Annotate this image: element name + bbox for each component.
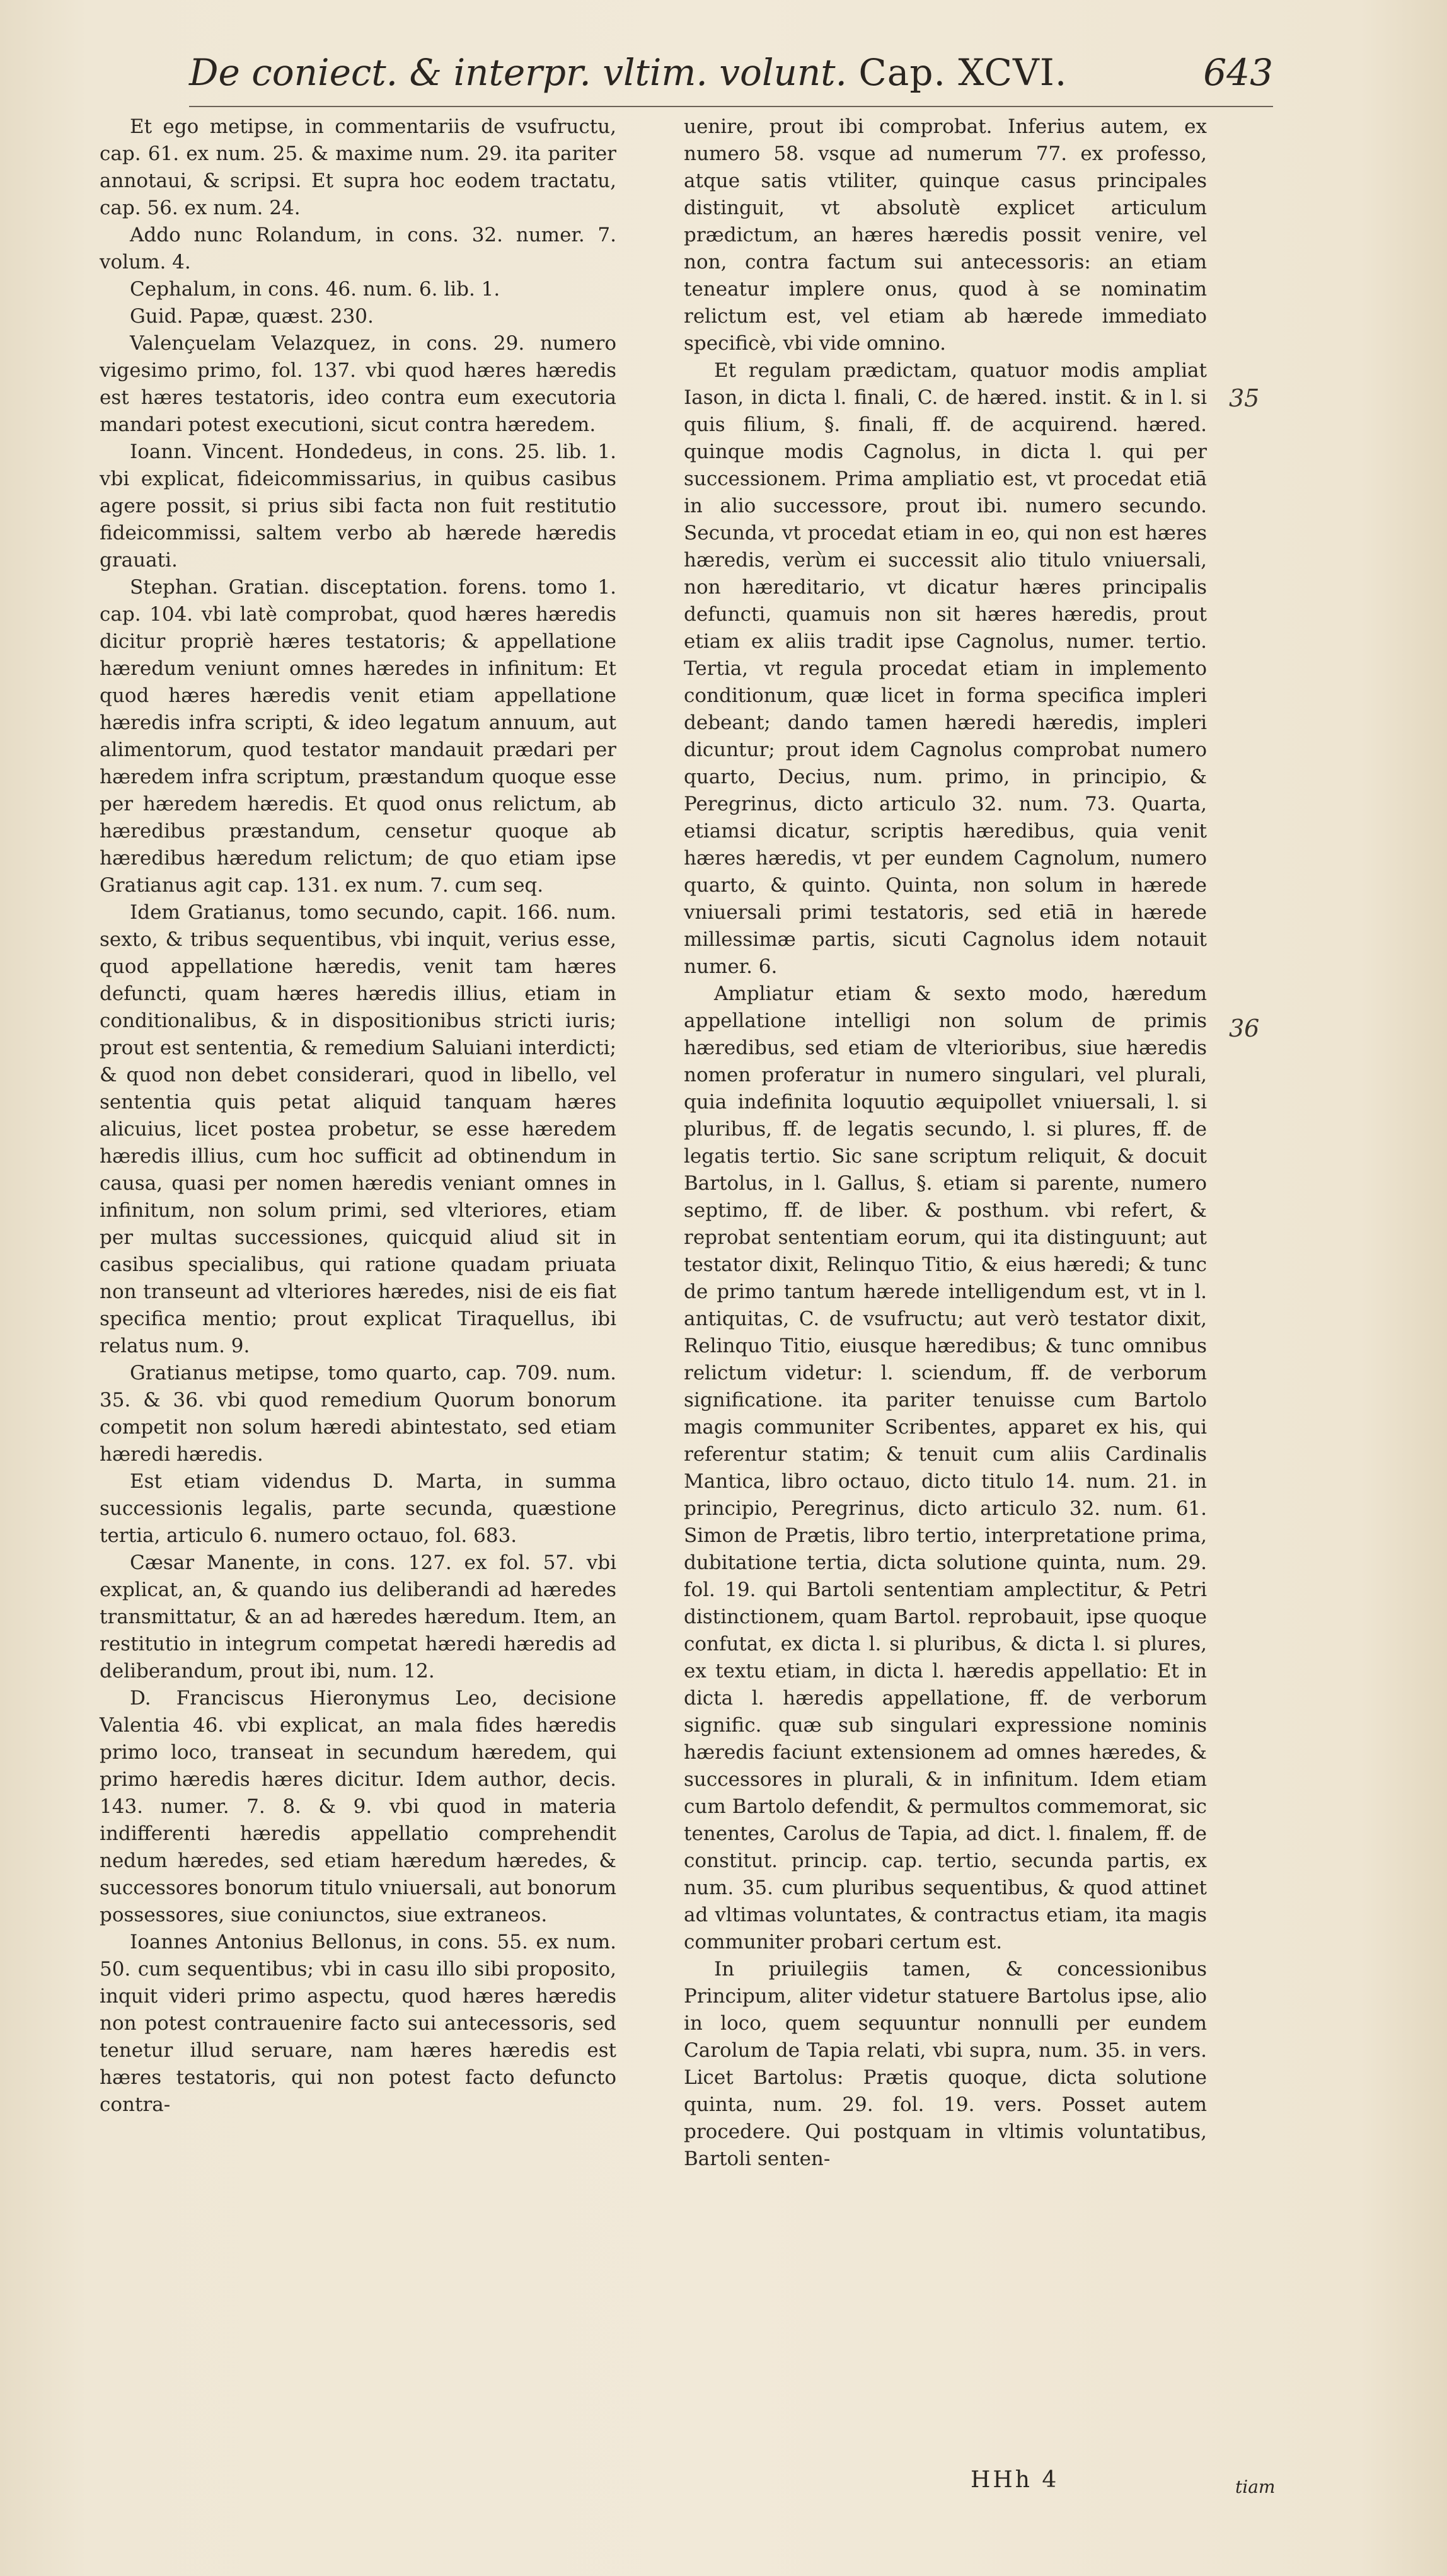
- paragraph: Ampliatur etiam & sexto modo, hæredum appellatione intelligi non solum de primis hæredibus, sed etiam de vlterioribus, siue hæredis nomen proferatur in numero singulari, vel plurali, quia indefinita loquutio æquipollet vniuersali, l. si pluribus, ff. de legatis secundo, l. si plures, ff. de legatis tertio. Sic sane scriptum reliquit, & docuit Bartolus, in l. Gallus, §. etiam si parente, numero septimo, ff. de liber. & posthum. vbi refert, & reprobat sententiam eorum, qui ita distinguunt; aut testator dixit, Relinquo Titio, & eius hæredi; & tunc de primo tantum hærede intelligendum est, vt in l. antiquitas, C. de vsufructu; aut verò testator dixit, Relinquo Titio, eiusque hæredibus; & tunc omnibus relictum videtur: l. sciendum, ff. de verborum significatione. ita pariter tenuisse cum Bartolo magis communiter Scribentes, apparet ex his, qui referentur statim; & tenuit cum aliis Cardinalis Mantica, libro octauo, dicto titulo 14. num. 21. in principio, Peregrinus, dicto articulo 32. num. 61. Simon de Prætis, libro tertio, interpretatione prima, dubitatione tertia, dicta solutione quinta, num. 29. fol. 19. qui Bartoli sententiam amplectitur, & Petri distinctionem, quam Bartol. reprobauit, ipse quoque confutat, ex dicta l. si pluribus, & dicta l. si plures, ex textu etiam, in dicta l. hæredis appellatio: Et in dicta l. hæredis appellatione, ff. de verborum signific. quæ sub singulari expressione nominis hæredis faciunt extensionem ad omnes hæredes, & successores in plurali, & in infinitum. Idem etiam cum Bartolo defendit, & permultos commemorat, sic tenentes, Carolus de Tapia, ad dict. l. finalem, ff. de constitut. princip. cap. tertio, secunda partis, ex num. 35. cum pluribus sequentibus, & quod attinet ad vltimas voluntates, & contractus etiam, ita magis communiter probari certum est.: [684, 982, 1207, 1953]
- signature-mark: HHh 4: [971, 2467, 1059, 2493]
- paragraph: uenire, prout ibi comprobat. Inferius autem, ex numero 58. vsque ad numerum 77. ex professo, atque satis vtiliter, quinque casus principales distinguit, vt absolutè explicet articulum prædictum, an hæres hæredis possit venire, vel non, contra factum sui antecessoris: an etiam teneatur implere onus, quod à se nominatim relictum est, vel etiam ab hærede immediato specificè, vbi vide omnino.: [684, 115, 1207, 355]
- page-number: 643: [1203, 51, 1273, 94]
- paragraph: Et ego metipse, in commentariis de vsufructu, cap. 61. ex num. 25. & maxime num. 29. ita pariter annotaui, & scripsi. Et supra hoc eodem tractatu, cap. 56. ex num. 24.: [100, 115, 616, 219]
- paragraph: Et regulam prædictam, quatuor modis ampliat Iason, in dicta l. finali, C. de hæred. instit. & in l. si quis filium, §. finali, ff. de acquirend. hæred. quinque modis Cagnolus, in dicta l. qui per successionem. Prima ampliatio est, vt procedat etiā in alio successore, prout ibi. numero secundo. Secunda, vt procedat etiam in eo, qui non est hæres hæredis, verùm ei successit alio titulo vniuersali, non hæreditario, vt dicatur hæres principalis defuncti, quamuis non sit hæres hæredis, prout etiam ex aliis tradit ipse Cagnolus, numer. tertio. Tertia, vt regula procedat etiam in implemento conditionum, quæ licet in forma specifica impleri debeant; dando tamen hæredi hæredis, impleri dicuntur; prout idem Cagnolus comprobat numero quarto, Decius, num. primo, in principio, & Peregrinus, dicto articulo 32. num. 73. Quarta, etiamsi dicatur, scriptis hæredibus, quia venit hæres hæredis, vt per eundem Cagnolum, numero quarto, & quinto. Quinta, non solum in hærede vniuersali primi testatoris, sed etiā in hærede millessimæ partis, sicuti Cagnolus idem notauit numer. 6.: [684, 359, 1207, 978]
- margin-number: 36: [1229, 1015, 1260, 1042]
- paragraph: Est etiam videndus D. Marta, in summa successionis legalis, parte secunda, quæstione tertia, articulo 6. numero octauo, fol. 683.: [100, 1470, 616, 1547]
- paragraph: Stephan. Gratian. disceptation. forens. tomo 1. cap. 104. vbi latè comprobat, quod hæres hæredis dicitur propriè hæres testatoris; & appellatione hæredum veniunt omnes hæredes in infinitum: Et quod hæres hæredis venit etiam appellatione hæredis infra scripti, & ideo legatum annuum, aut alimentorum, quod testator mandauit prædari per hæredem infra scriptum, præstandum quoque esse per hæredem hæredis. Et quod onus relictum, ab hæredibus præstandum, censetur quoque ab hæredibus hæredum relictum; de quo etiam ipse Gratianus agit cap. 131. ex num. 7. cum seq.: [100, 576, 616, 897]
- running-title: De coniect. & interpr. vltim. volunt.: [189, 51, 847, 94]
- paragraph: Guid. Papæ, quæst. 230.: [130, 305, 374, 328]
- paragraph: Gratianus metipse, tomo quarto, cap. 709. num. 35. & 36. vbi quod remedium Quorum bonorum competit non solum hæredi abintestato, sed etiam hæredi hæredis.: [100, 1362, 616, 1466]
- catchword: tiam: [1235, 2476, 1276, 2497]
- paragraph: Idem Gratianus, tomo secundo, capit. 166. num. sexto, & tribus sequentibus, vbi inquit, verius esse, quod appellatione hæredis, venit tam hæres defuncti, quam hæres hæredis illius, etiam in conditionalibus, & in dispositionibus stricti iuris; prout est sententia, & remedium Saluiani interdicti; & quod non debet considerari, quod in libello, vel sententia quis petat aliquid tanquam hæres alicuius, licet postea probetur, se esse hæredem hæredis illius, cum hoc sufficit ad obtinendum in causa, quasi per nomen hæredis veniant omnes in infinitum, non solum primi, sed vlteriores, etiam per multas successiones, quicquid aliud sit in casibus specialibus, qui ratione quadam priuata non transeunt ad vlteriores hæredes, nisi de eis fiat specifica mentio; prout explicat Tiraquellus, ibi relatus num. 9.: [100, 901, 616, 1357]
- margin-number: 35: [1229, 384, 1260, 412]
- paragraph: In priuilegiis tamen, & concessionibus Principum, aliter videtur statuere Bartolus ipse, alio in loco, quem sequuntur nonnulli per eundem Carolum de Tapia relati, vbi supra, num. 35. in vers. Licet Bartolus: Prætis quoque, dicta solutione quinta, num. 29. fol. 19. vers. Posset autem procedere. Qui postquam in vltimis voluntatibus, Bartoli senten-: [684, 1958, 1207, 2170]
- header-rule: [189, 106, 1273, 107]
- chapter-label: Cap. XCVI.: [858, 51, 1068, 94]
- paragraph: D. Franciscus Hieronymus Leo, decisione Valentia 46. vbi explicat, an mala fides hæredis primo loco, transeat in secundum hæredem, qui primo hæredis hæres dicitur. Idem author, decis. 143. numer. 7. 8. & 9. vbi quod in materia indifferenti hæredis appellatio comprehendit nedum hæredes, sed etiam hæredum hæredes, & successores bonorum titulo vniuersali, aut bonorum possessores, siue coniunctos, siue extraneos.: [100, 1687, 616, 1926]
- paragraph: Ioann. Vincent. Hondedeus, in cons. 25. lib. 1. vbi explicat, fideicommissarius, in quibus casibus agere possit, si prius sibi facta non fuit restitutio fideicommissi, saltem verbo ab hærede hæredis grauati.: [100, 440, 616, 572]
- paragraph: Addo nunc Rolandum, in cons. 32. numer. 7. volum. 4.: [100, 224, 616, 273]
- paragraph: Valençuelam Velazquez, in cons. 29. numero vigesimo primo, fol. 137. vbi quod hæres hæredis est hæres testatoris, ideo contra eum executoria mandari potest executioni, sicut contra hæredem.: [100, 332, 616, 436]
- right-column: [684, 113, 1207, 2173]
- running-header: [189, 44, 1273, 101]
- paragraph: Cæsar Manente, in cons. 127. ex fol. 57. vbi explicat, an, & quando ius deliberandi ad hæredes transmittatur, & an ad hæredes hæredum. Item, an restitutio in integrum competat hæredi hæredis ad deliberandum, prout ibi, num. 12.: [100, 1551, 616, 1682]
- paragraph: Ioannes Antonius Bellonus, in cons. 55. ex num. 50. cum sequentibus; vbi in casu illo sibi proposito, inquit videri primo aspectu, quod hæres hæredis non potest contrauenire facto sui antecessoris, sed tenetur illud seruare, nam hæres hæredis est hæres testatoris, qui non potest facto defuncto contra-: [100, 1931, 616, 2116]
- left-column: [100, 113, 616, 2119]
- paragraph: Cephalum, in cons. 46. num. 6. lib. 1.: [130, 278, 500, 301]
